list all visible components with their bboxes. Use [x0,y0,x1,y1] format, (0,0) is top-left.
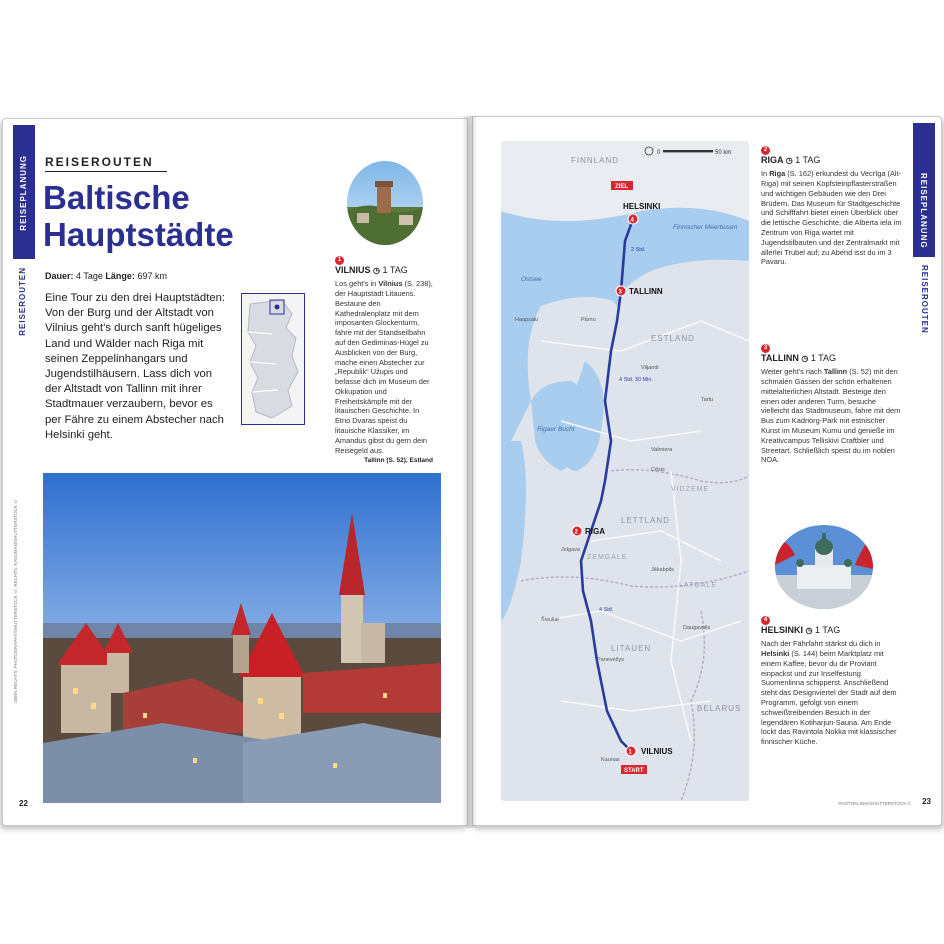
city-helsinki: HELSINKI [623,202,661,211]
stop-name: RIGA [761,155,784,166]
stop-4-helsinki [761,615,903,747]
stop-description: Los geht's in Vilnius (S. 238), der Hauptstadt Litauens. Bestaune den Kathedralenplatz mit dem imposanten Glockenturm, fahre mit der Standseilbahn auf den Gediminas-Hügel zu Ausblicken von der Burg, mache einen Abstecher zur „Republik“ Užupis und befasse dich im Museum der Okkupation und Freiheitskämpfe mit der litauischen Geschichte. In Etno Dvaras speist du litauische Klassiker, im Amandus gibst du gern dein Reisegeld aus. [335,279,433,455]
town-label: Jēkabpils [651,567,674,573]
town-label: Kaunas [601,757,620,763]
title-line-2: Hauptstädte [43,216,234,253]
page-number: 22 [19,799,28,808]
town-label: Pärnu [581,317,596,323]
ziel-label: ZIEL [615,184,628,190]
section-tab [913,123,935,257]
helsinki-thumbnail [775,525,873,609]
svg-text:1: 1 [628,749,632,756]
kicker-rule [45,171,167,172]
clock-icon: ◷ [805,626,813,636]
section-tab-label: REISEPLANUNG [919,173,928,249]
scale-zero: 0 [657,150,661,156]
photo-credit: PHOTOKLINIK/SHUTTERSTOCK © [838,801,911,806]
town-label: Cēsis [651,467,665,473]
label-vidzeme: VIDZEME [671,486,710,493]
duration-label: Dauer: [45,271,74,281]
scale-end: 50 km [715,150,732,156]
label-ostsee: Ostsee [521,276,542,283]
leg-2-duration: 4 Std. 30 Min. [619,377,653,383]
label-finnischer-meerbusen: Finnischer Meerbusen [673,224,738,231]
book-gutter [462,116,478,828]
left-page [2,118,468,826]
stop-description: Nach der Fährfahrt stärkst du dich in Helsinki (S. 144) beim Marktplatz mit einem Kaffee, bevor du dir Proviant einpackst und zur Inselfestung Suomenlinna schipperst. Anschließend steht das Designviertel der Stadt auf dem Programm, gefolgt von einem schweißtreibenden Besuch in der legendären Kotiharjun-Sauna. Am Ende lockt das Ravintola Nokka mit klassischer finnischer Küche. [761,639,897,747]
stop-duration: 1 TAG [815,625,841,636]
stop-duration: 1 TAG [810,353,837,364]
photo-caption: Tallinn (S. 52), Estland [364,457,433,464]
locator-map [241,293,305,425]
label-latgale: LATGALE [679,582,717,589]
leg-1-duration: 2 Std. [631,247,646,253]
town-label: Tartu [701,397,714,403]
label-rigaer-bucht: Rigaer Bucht [537,426,575,433]
svg-text:4: 4 [630,217,634,224]
length-value: 697 km [137,271,167,281]
stop-duration: 1 TAG [382,265,408,276]
label-belarus: BELARUS [697,704,742,713]
stop-name: HELSINKI [761,625,804,636]
town-label: Viljandi [641,365,659,371]
intro-text: Eine Tour zu den drei Hauptstädten: Von der Burg und der Altstadt von Vilnius geht's durch sanft hügeliges Land und Wälder nach Riga mit seinen Zeppelinhangars und Jugendstilhäusern. Lass dich von der Altstadt von Tallinn mit ihrer Stadtmauer verzaubern, bevor es per Fähre zu einem Abstecher nach Helsinki geht. [45,292,226,441]
route-meta [45,271,167,281]
stop-3-tallinn [761,343,903,465]
stop-description: In Riga (S. 162) erkundest du Vecrīga (Alt-Riga) mit seinen Kopfsteinpflasterstraßen und wichtigen Gebäuden wie den Drei Brüdern. Das Museum für Stadtgeschichte und Schifffahrt bietet einen Überblick über die lettische Geschichte, die Alberta iela im Zentrum von Riga wartet mit Jugendstilbauten und der Zentralmarkt mit allerlei Trubel auf; zu Abend isst du im 3 Pavaru. [761,169,902,267]
town-label: Daugavpils [683,625,711,631]
town-label: Valmiera [651,447,673,453]
clock-icon: ◷ [373,266,381,276]
stop-number: 4 [761,616,770,625]
stop-description: Weiter geht's nach Tallinn (S. 52) mit den schmalen Gassen der schön erhaltenen mittelalterlichen Altstadt. Besteige den einen oder anderen Turm, besuche vielleicht das Stadtmuseum, fahre mit dem Bus zum Kadriorg-Park mit estnischer Kunst im Museum Kumu und genieße im Kreativcampus Telliskivi Craftbier und Streetart. Schließlich speist du im noblen NOA. [761,367,901,465]
stop-duration: 1 TAG [795,155,821,166]
route-map [501,141,749,801]
tallinn-photo [43,473,441,803]
city-vilnius: VILNIUS [641,747,673,756]
stop-number: 3 [761,344,770,353]
label-lettland: LETTLAND [621,516,670,525]
right-page [472,116,942,826]
label-finnland: FINNLAND [571,156,620,165]
svg-text:3: 3 [618,289,622,296]
stop-number: 1 [335,256,344,265]
photo-credit: OBEN RECHTS: PHOTOGRAPHY/SHUTTERSTOCK ©; RECHTS: KANUMAN/SHUTTERSTOCK © [13,499,18,704]
leg-3-duration: 4 Std. [599,607,614,613]
title-line-1: Baltische [43,179,190,216]
page-number: 23 [922,797,931,806]
kicker: REISEROUTEN [45,155,154,169]
town-label: Haapsalu [515,317,539,323]
stop-name: TALLINN [761,353,799,364]
city-riga: RIGA [585,527,605,536]
town-label: Jelgava [561,547,580,553]
town-label: Šiauliai [541,617,559,623]
city-tallinn: TALLINN [629,287,663,296]
stop-name: VILNIUS [335,265,371,276]
svg-text:2: 2 [574,529,578,536]
clock-icon: ◷ [785,156,793,166]
duration-value: 4 Tage [76,271,103,281]
vilnius-thumbnail [347,161,423,245]
start-label: START [624,768,644,774]
side-label: REISEROUTEN [18,267,27,336]
stop-1-vilnius [335,255,435,455]
label-estland: ESTLAND [651,334,695,343]
label-zemgale: ZEMGALE [587,554,628,561]
town-label: Panevėžys [597,657,624,663]
open-book [0,112,944,832]
side-label: REISEROUTEN [920,265,929,334]
clock-icon: ◷ [801,354,809,364]
section-tab-label: REISEPLANUNG [19,155,28,231]
label-litauen: LITAUEN [611,644,652,653]
stop-2-riga [761,145,903,267]
length-label: Länge: [105,271,135,281]
stop-number: 2 [761,146,770,155]
page-title [43,179,323,253]
section-tab [13,125,35,259]
